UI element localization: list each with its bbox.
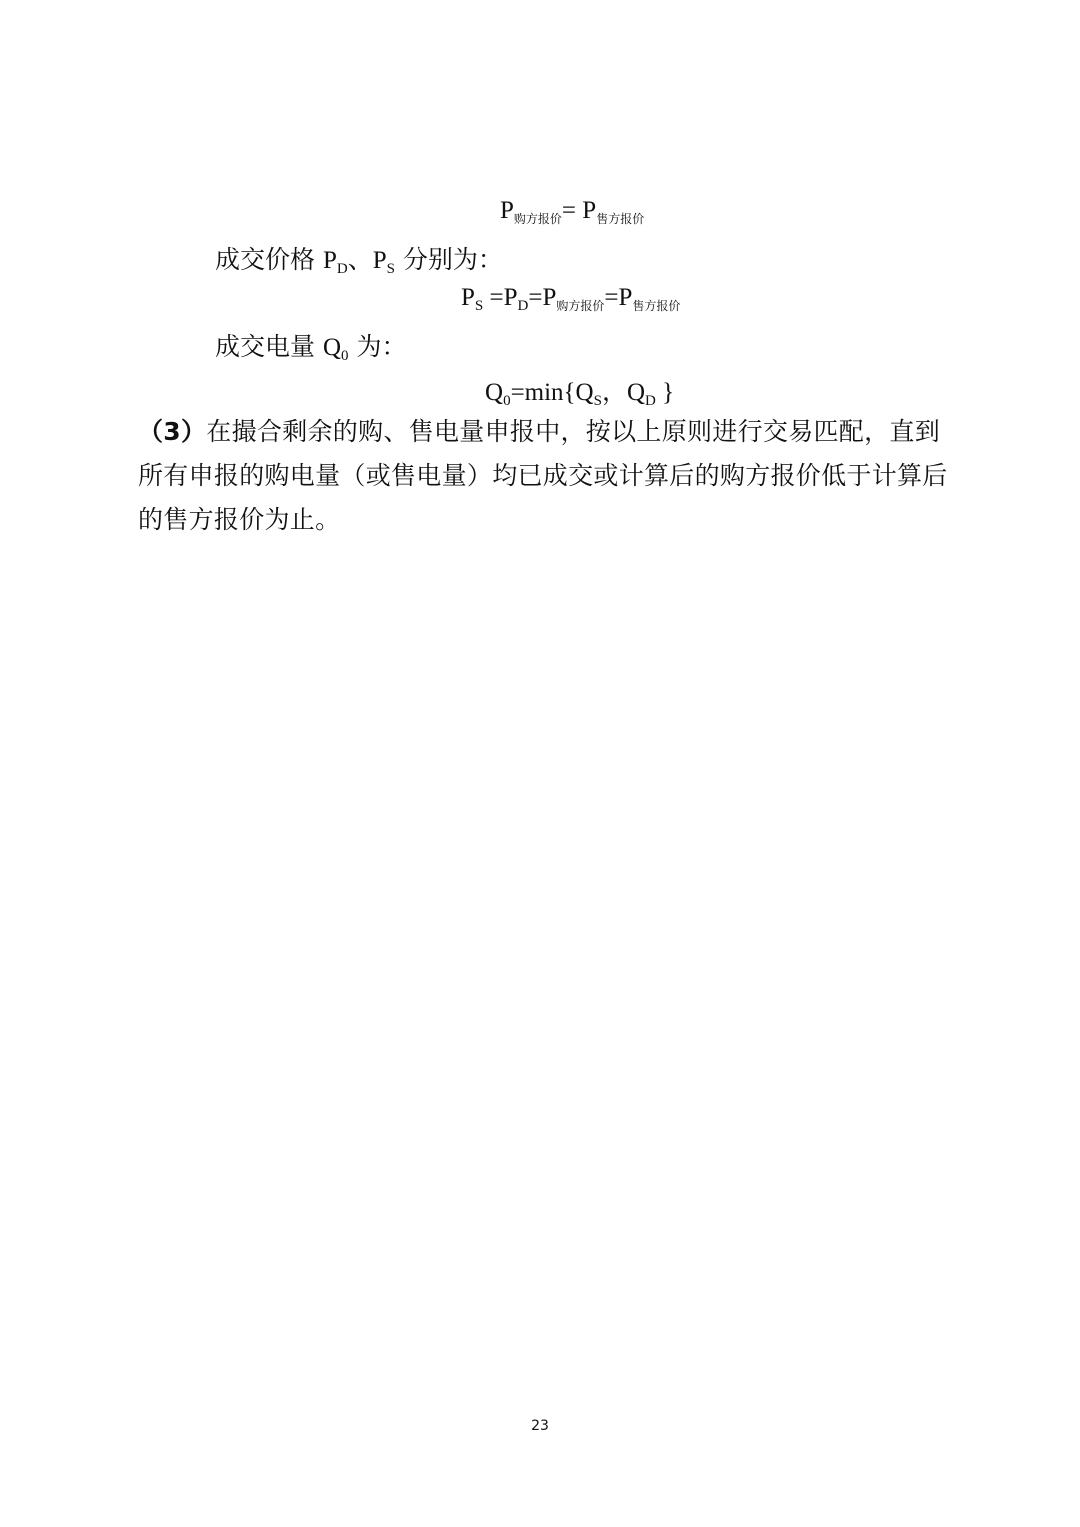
price-label: 成交价格 bbox=[215, 245, 323, 274]
price-pd: P bbox=[322, 247, 337, 274]
formula-eq-p: = P bbox=[561, 197, 597, 224]
formula2-sub-sell: 售方报价 bbox=[632, 299, 681, 313]
formula2-sub-buy: 购方报价 bbox=[556, 299, 605, 313]
formula-price-equality bbox=[461, 284, 680, 315]
formula3-q-sub: 0 bbox=[503, 393, 511, 409]
formula2-s-sub: S bbox=[474, 298, 484, 314]
formula-p: P bbox=[500, 197, 514, 224]
formula2-ps: P bbox=[461, 284, 475, 311]
formula-quantity bbox=[485, 372, 674, 410]
qty-label: 成交电量 bbox=[215, 332, 323, 361]
formula-equal-price bbox=[500, 197, 644, 227]
formula-sub-buy: 购方报价 bbox=[513, 212, 562, 226]
paragraph-text: 在撮合剩余的购、售电量申报中，按以上原则进行交易匹配，直到所有申报的购电量（或售电量）均已成交或计算后的购方报价低于计算后的售方报价为止。 bbox=[138, 417, 948, 534]
formula2-eq2: =P bbox=[528, 284, 557, 311]
qty-q-sub: 0 bbox=[341, 348, 349, 364]
formula2-eq3: =P bbox=[604, 284, 633, 311]
price-intro-line bbox=[215, 240, 503, 278]
price-sep: 、 bbox=[347, 245, 373, 274]
formula3-d-sub: D bbox=[645, 393, 656, 409]
price-ps-sub: S bbox=[386, 261, 395, 277]
formula2-d-sub: D bbox=[517, 298, 529, 314]
formula3-mid: =min{Q bbox=[510, 379, 594, 406]
matching-paragraph bbox=[138, 410, 948, 542]
formula2-eq1: =P bbox=[483, 284, 518, 311]
quantity-intro-line bbox=[215, 327, 406, 365]
price-ps: P bbox=[372, 247, 387, 274]
price-tail: 分别为： bbox=[394, 245, 503, 274]
formula3-comma: ，Q bbox=[601, 379, 646, 406]
qty-q: Q bbox=[322, 334, 342, 361]
formula-sub-sell: 售方报价 bbox=[596, 212, 645, 226]
paragraph-number: （3） bbox=[138, 417, 207, 446]
formula3-close: } bbox=[655, 379, 675, 406]
price-pd-sub: D bbox=[336, 261, 348, 277]
qty-tail: 为： bbox=[348, 332, 407, 361]
page-number: 23 bbox=[531, 1418, 549, 1434]
formula3-s-sub: S bbox=[593, 393, 602, 409]
formula3-q: Q bbox=[485, 379, 504, 406]
